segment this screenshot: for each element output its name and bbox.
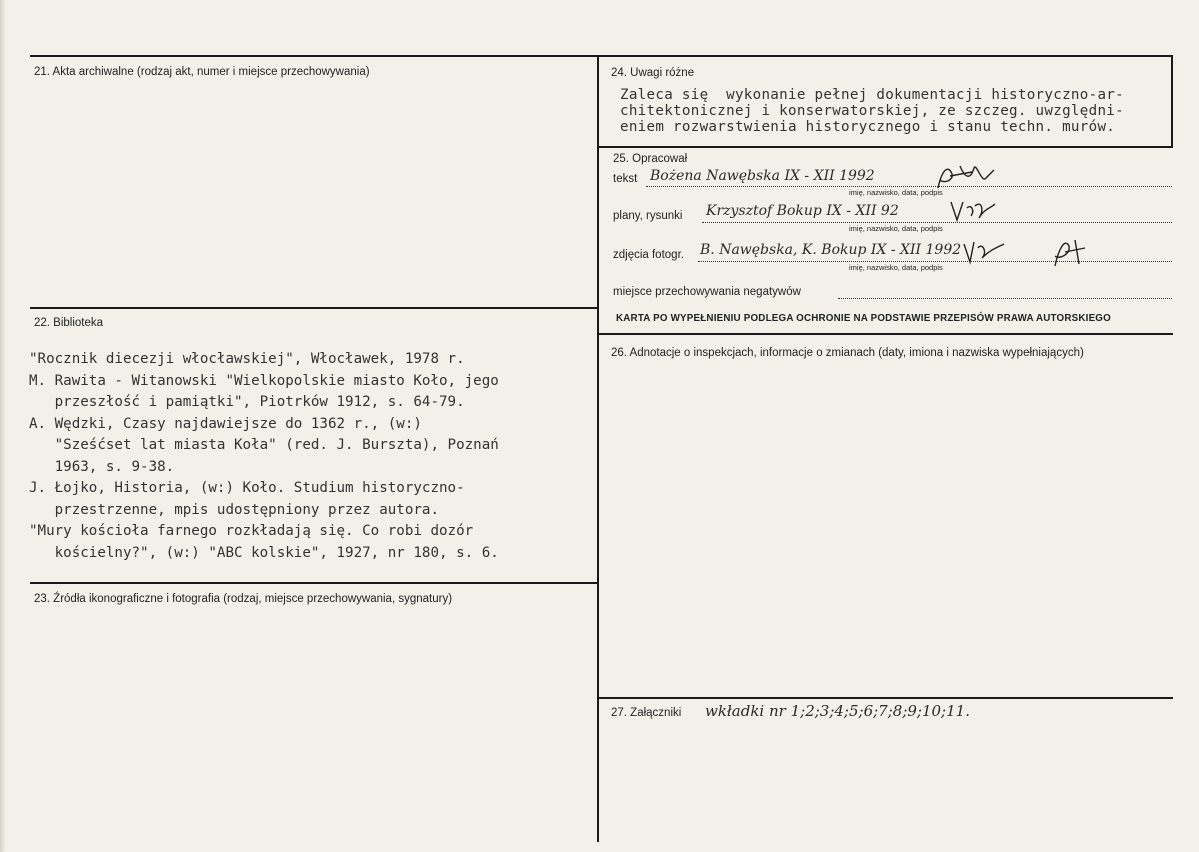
section-21-label: 21. Akta archiwalne (rodzaj akt, numer i miejsce przechowywania) <box>34 66 370 78</box>
zdjecia-label: zdjęcia fotogr. <box>613 249 684 261</box>
remarks-line: Zaleca się wykonanie pełnej dokumentacji historyczno-ar- <box>620 87 1124 103</box>
section-23-label: 23. Źródła ikonograficzne i fotografia (rodzaj, miejsce przechowywania, sygnatury) <box>34 593 453 605</box>
bibliography-line: "Rocznik diecezji włocławskiej", Włocławek, 1978 r. <box>29 351 465 367</box>
zdjecia-handwritten-value: B. Nawębska, K. Bokup IX - XII 1992 <box>700 242 962 258</box>
bibliography-list <box>29 349 499 564</box>
tekst-caption: imię, nazwisko, data, podpis <box>849 188 943 197</box>
negatywy-label: miejsce przechowywania negatywów <box>613 286 801 298</box>
plany-label: plany, rysunki <box>613 210 683 222</box>
signature-plany <box>945 196 1000 226</box>
bibliography-line: J. Łojko, Historia, (w:) Koło. Studium historyczno- <box>29 480 465 496</box>
remarks-line: chitektonicznej i konserwatorskiej, ze szczeg. uwzględni- <box>620 103 1124 119</box>
signature-photos-1 <box>960 236 1010 268</box>
attachments-handwritten-value: wkładki nr 1;2;3;4;5;6;7;8;9;10;11. <box>705 702 970 720</box>
section-22-label: 22. Biblioteka <box>34 317 104 329</box>
rule-22-23 <box>30 582 598 584</box>
zdjecia-dotted-line <box>698 261 1172 262</box>
section-24-label: 24. Uwagi różne <box>611 67 695 79</box>
zdjecia-caption: imię, nazwisko, data, podpis <box>849 263 943 272</box>
signature-photos-2 <box>1045 234 1100 270</box>
right-border-24 <box>1171 55 1173 147</box>
plany-dotted-line <box>702 222 1172 223</box>
bibliography-line: przestrzenne, mpis udostępniony przez autora. <box>29 501 439 518</box>
rule-26-27 <box>597 697 1173 699</box>
rule-21-22 <box>30 307 598 309</box>
remarks-line: eniem rozwarstwienia historycznego i stanu techn. murów. <box>620 119 1116 135</box>
remarks-text <box>620 87 1124 135</box>
center-divider <box>597 55 599 842</box>
plany-caption: imię, nazwisko, data, podpis <box>849 224 943 233</box>
signature-text-author <box>930 160 1000 194</box>
bibliography-line: "Sześćset lat miasta Koła" (red. J. Burszta), Poznań <box>29 437 499 453</box>
copyright-notice: KARTA PO WYPEŁNIENIU PODLEGA OCHRONIE NA PODSTAWIE PRZEPISÓW PRAWA AUTORSKIEGO <box>616 313 1111 324</box>
section-25-label: 25. Opracował <box>613 153 688 165</box>
bibliography-line: kościelny?", (w:) "ABC kolskie", 1927, nr 180, s. 6. <box>29 544 499 561</box>
bibliography-line: M. Rawita - Witanowski "Wielkopolskie miasto Koło, jego <box>29 372 499 389</box>
rule-24-25 <box>597 146 1173 148</box>
negatywy-dotted-line <box>838 298 1172 299</box>
rule-25-26 <box>597 333 1173 335</box>
bibliography-line: "Mury kościoła farnego rozkładają się. Co robi dozór <box>29 523 474 539</box>
tekst-handwritten-value: Bożena Nawębska IX - XII 1992 <box>650 168 875 184</box>
bibliography-line: przeszłość i pamiątki", Piotrków 1912, s. 64-79. <box>29 394 465 410</box>
bibliography-line: A. Wędzki, Czasy najdawiejsze do 1362 r., (w:) <box>29 415 422 432</box>
section-26-label: 26. Adnotacje o inspekcjach, informacje o zmianach (daty, imiona i nazwiska wypełniających) <box>611 347 1084 359</box>
bibliography-line: 1963, s. 9-38. <box>29 458 175 475</box>
tekst-dotted-line <box>646 186 1172 187</box>
plany-handwritten-value: Krzysztof Bokup IX - XII 92 <box>706 203 899 219</box>
card-edge-shadow <box>0 0 6 852</box>
top-rule <box>30 55 1173 57</box>
section-27-label: 27. Załączniki <box>611 707 682 719</box>
tekst-label: tekst <box>613 173 638 185</box>
